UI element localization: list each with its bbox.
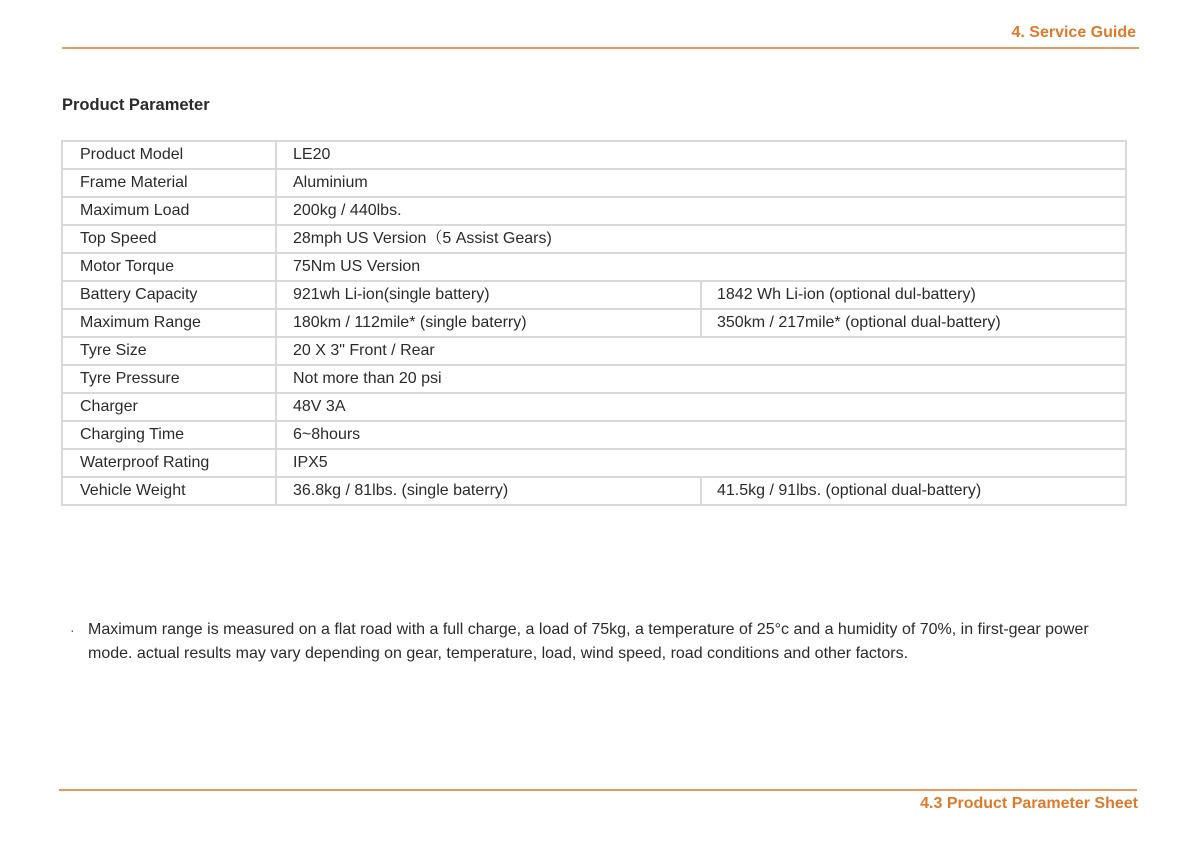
table-row — [62, 169, 1126, 197]
row-value: Not more than 20 psi — [276, 365, 1126, 393]
row-value: 36.8kg / 81lbs. (single baterry) — [276, 477, 701, 505]
row-label: Vehicle Weight — [62, 477, 276, 505]
footnote-text: Maximum range is measured on a flat road with a full charge, a load of 75kg, a temperature of 25°c and a humidity of 70%, in first-gear power mode. actual results may vary depending on gear, temperature, load, wind speed, road conditions and other factors. — [88, 621, 1089, 662]
row-label: Tyre Size — [62, 337, 276, 365]
table-row — [62, 365, 1126, 393]
header-rule — [62, 47, 1139, 49]
table-row — [62, 421, 1126, 449]
table-row — [62, 197, 1126, 225]
table-row — [62, 309, 1126, 337]
row-value-optional: 41.5kg / 91lbs. (optional dual-battery) — [701, 477, 1126, 505]
row-value: 200kg / 440lbs. — [276, 197, 1126, 225]
table-row — [62, 281, 1126, 309]
parameter-table — [61, 140, 1127, 506]
footer-rule — [59, 789, 1137, 791]
row-label: Maximum Range — [62, 309, 276, 337]
row-value: 921wh Li-ion(single battery) — [276, 281, 701, 309]
row-value: 28mph US Version（5 Assist Gears) — [276, 225, 1126, 253]
row-value: 48V 3A — [276, 393, 1126, 421]
row-value: IPX5 — [276, 449, 1126, 477]
row-label: Product Model — [62, 141, 276, 169]
row-label: Motor Torque — [62, 253, 276, 281]
footer-title: 4.3 Product Parameter Sheet — [920, 795, 1138, 812]
table-row — [62, 253, 1126, 281]
table-row — [62, 225, 1126, 253]
row-label: Charging Time — [62, 421, 276, 449]
row-label: Waterproof Rating — [62, 449, 276, 477]
row-label: Battery Capacity — [62, 281, 276, 309]
row-value-optional: 350km / 217mile* (optional dual-battery) — [701, 309, 1126, 337]
row-value-optional: 1842 Wh Li-ion (optional dul-battery) — [701, 281, 1126, 309]
section-title: Product Parameter — [62, 96, 210, 114]
note-bullet: · — [70, 622, 75, 638]
table-row — [62, 141, 1126, 169]
row-label: Frame Material — [62, 169, 276, 197]
row-label: Top Speed — [62, 225, 276, 253]
table-row — [62, 393, 1126, 421]
table-row — [62, 337, 1126, 365]
row-value: 20 X 3" Front / Rear — [276, 337, 1126, 365]
row-value: LE20 — [276, 141, 1126, 169]
row-label: Tyre Pressure — [62, 365, 276, 393]
row-value: 75Nm US Version — [276, 253, 1126, 281]
table-row — [62, 477, 1126, 505]
row-value: 180km / 112mile* (single baterry) — [276, 309, 701, 337]
row-value: 6~8hours — [276, 421, 1126, 449]
table-row — [62, 449, 1126, 477]
row-label: Charger — [62, 393, 276, 421]
row-label: Maximum Load — [62, 197, 276, 225]
row-value: Aluminium — [276, 169, 1126, 197]
header-title: 4. Service Guide — [1011, 24, 1136, 41]
